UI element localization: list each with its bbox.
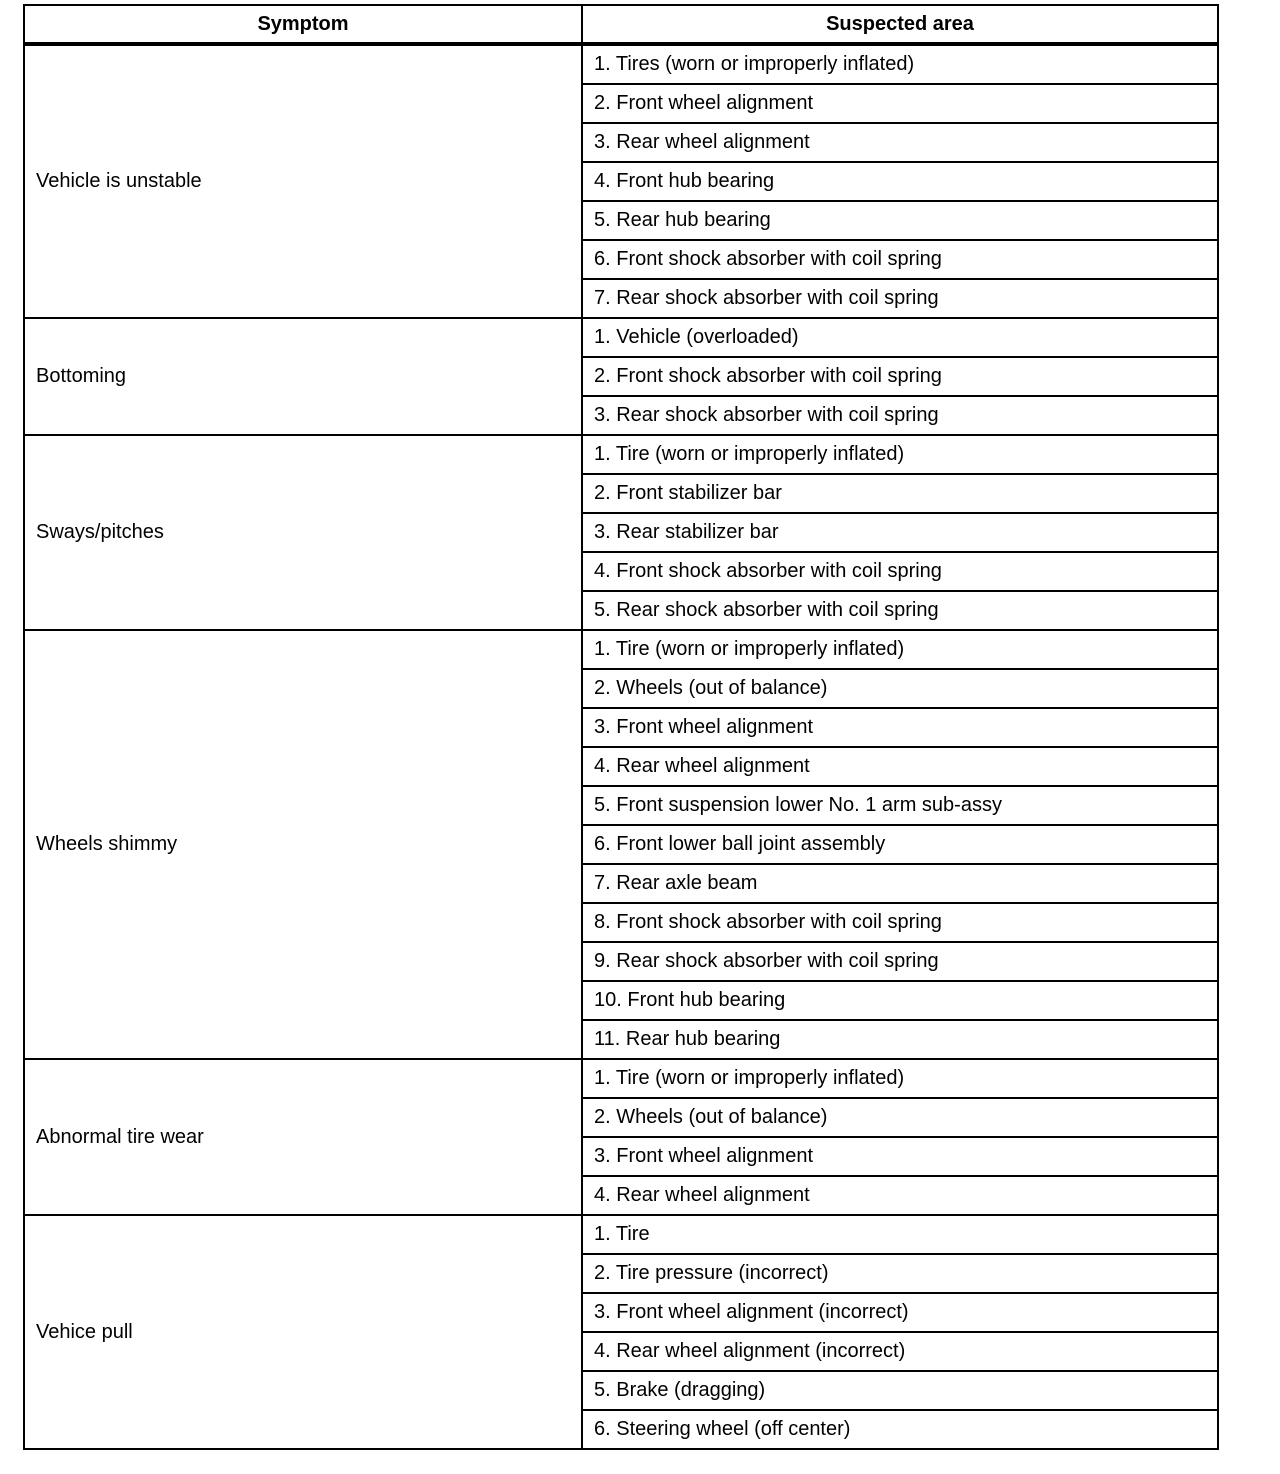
suspected-area-cell: 3. Front wheel alignment (incorrect) — [582, 1293, 1218, 1332]
suspected-area-cell: 8. Front shock absorber with coil spring — [582, 903, 1218, 942]
suspected-area-cell: 1. Tire — [582, 1215, 1218, 1254]
suspected-area-cell: 3. Rear shock absorber with coil spring — [582, 396, 1218, 435]
symptom-header: Symptom — [24, 5, 582, 44]
suspected-area-cell: 5. Rear shock absorber with coil spring — [582, 591, 1218, 630]
table-row — [24, 44, 1218, 84]
suspected-area-cell: 3. Rear stabilizer bar — [582, 513, 1218, 552]
suspected-area-cell: 1. Tire (worn or improperly inflated) — [582, 630, 1218, 669]
suspected-area-cell: 10. Front hub bearing — [582, 981, 1218, 1020]
symptom-cell: Abnormal tire wear — [24, 1059, 582, 1215]
suspected-area-cell: 4. Front hub bearing — [582, 162, 1218, 201]
symptom-cell: Sways/pitches — [24, 435, 582, 630]
suspected-area-cell: 2. Wheels (out of balance) — [582, 669, 1218, 708]
symptom-cell: Vehicle is unstable — [24, 44, 582, 318]
table-row — [24, 630, 1218, 669]
diagnosis-table — [23, 4, 1219, 1450]
suspected-area-cell: 1. Tire (worn or improperly inflated) — [582, 1059, 1218, 1098]
suspected-area-cell: 2. Front shock absorber with coil spring — [582, 357, 1218, 396]
suspected-area-cell: 11. Rear hub bearing — [582, 1020, 1218, 1059]
suspected-area-cell: 1. Tires (worn or improperly inflated) — [582, 44, 1218, 84]
table-row — [24, 1059, 1218, 1098]
table-header — [24, 5, 1218, 44]
suspected-area-cell: 1. Vehicle (overloaded) — [582, 318, 1218, 357]
symptom-cell: Wheels shimmy — [24, 630, 582, 1059]
symptom-cell: Bottoming — [24, 318, 582, 435]
suspected-area-cell: 1. Tire (worn or improperly inflated) — [582, 435, 1218, 474]
table-row — [24, 318, 1218, 357]
suspected-area-cell: 3. Rear wheel alignment — [582, 123, 1218, 162]
suspected-area-cell: 4. Rear wheel alignment (incorrect) — [582, 1332, 1218, 1371]
symptom-cell: Vehice pull — [24, 1215, 582, 1449]
suspected-area-cell: 2. Front stabilizer bar — [582, 474, 1218, 513]
suspected-area-cell: 4. Front shock absorber with coil spring — [582, 552, 1218, 591]
suspected-area-cell: 6. Steering wheel (off center) — [582, 1410, 1218, 1449]
suspected-area-cell: 4. Rear wheel alignment — [582, 1176, 1218, 1215]
suspected-area-header: Suspected area — [582, 5, 1218, 44]
table-body — [24, 44, 1218, 1449]
suspected-area-cell: 4. Rear wheel alignment — [582, 747, 1218, 786]
table-row — [24, 1215, 1218, 1254]
suspected-area-cell: 3. Front wheel alignment — [582, 708, 1218, 747]
suspected-area-cell: 3. Front wheel alignment — [582, 1137, 1218, 1176]
suspected-area-cell: 5. Front suspension lower No. 1 arm sub-assy — [582, 786, 1218, 825]
suspected-area-cell: 5. Brake (dragging) — [582, 1371, 1218, 1410]
suspected-area-cell: 5. Rear hub bearing — [582, 201, 1218, 240]
header-row — [24, 5, 1218, 44]
suspected-area-cell: 2. Tire pressure (incorrect) — [582, 1254, 1218, 1293]
suspected-area-cell: 9. Rear shock absorber with coil spring — [582, 942, 1218, 981]
suspected-area-cell: 2. Front wheel alignment — [582, 84, 1218, 123]
suspected-area-cell: 2. Wheels (out of balance) — [582, 1098, 1218, 1137]
suspected-area-cell: 7. Rear axle beam — [582, 864, 1218, 903]
table-row — [24, 435, 1218, 474]
suspected-area-cell: 6. Front lower ball joint assembly — [582, 825, 1218, 864]
suspected-area-cell: 7. Rear shock absorber with coil spring — [582, 279, 1218, 318]
suspected-area-cell: 6. Front shock absorber with coil spring — [582, 240, 1218, 279]
